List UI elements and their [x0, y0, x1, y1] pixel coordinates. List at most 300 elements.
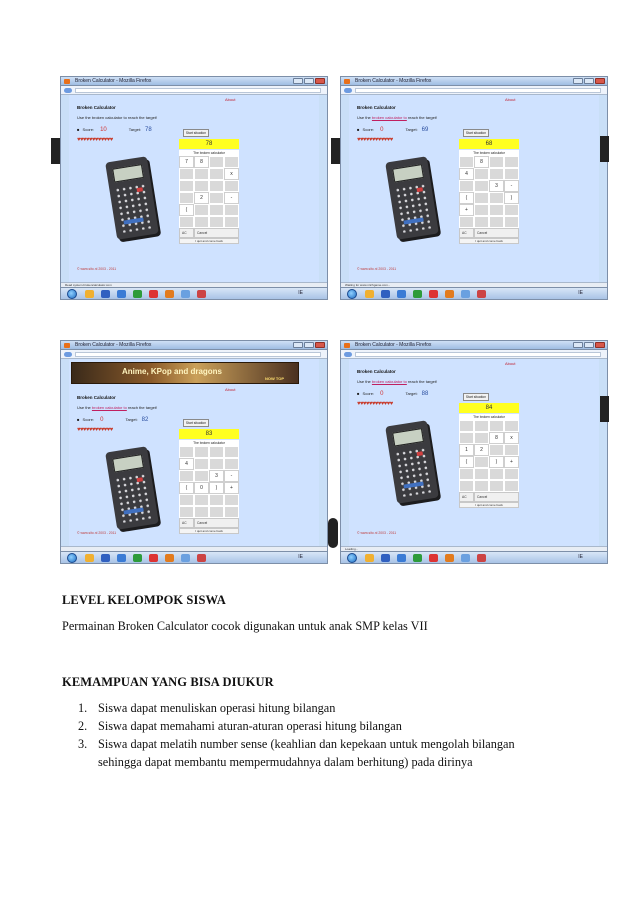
score-line — [357, 391, 428, 397]
list-number-2: 2. — [78, 719, 88, 733]
key-button — [209, 216, 224, 228]
target-value: 78 — [145, 127, 152, 133]
key-button[interactable]: 8 — [194, 156, 209, 168]
key-button[interactable]: ) — [489, 456, 504, 468]
firefox-icon — [344, 79, 350, 84]
key-button — [194, 446, 209, 458]
key-button[interactable]: 4 — [179, 458, 194, 470]
windows-taskbar — [61, 287, 327, 299]
address-bar — [341, 86, 607, 95]
calculator-caption: The broken calculator — [179, 150, 239, 156]
start-situation-button[interactable]: Start situation — [183, 419, 209, 427]
url-input[interactable] — [75, 88, 321, 93]
calculator-screen — [392, 164, 424, 183]
key-button[interactable]: 7 — [179, 156, 194, 168]
key-button — [459, 420, 474, 432]
calculator-keypad — [459, 156, 519, 228]
key-button — [474, 204, 489, 216]
calculator-keys — [394, 447, 433, 497]
folder-icon[interactable] — [85, 554, 94, 562]
screenshot-2 — [340, 76, 608, 300]
key-button — [179, 446, 194, 458]
instruction-link[interactable]: broken calculator to — [371, 115, 407, 120]
key-button — [179, 494, 194, 506]
window-titlebar — [61, 77, 327, 86]
about-link[interactable]: About — [225, 387, 236, 392]
start-button[interactable] — [67, 289, 77, 299]
key-button[interactable]: 2 — [474, 444, 489, 456]
dark-edge-mid-2 — [328, 518, 338, 548]
key-button — [194, 216, 209, 228]
back-icon[interactable] — [64, 352, 72, 357]
start-button[interactable] — [347, 553, 357, 563]
clear-button[interactable]: AC — [179, 228, 194, 238]
quit-button[interactable]: I quit and come back — [459, 502, 519, 508]
key-button[interactable]: - — [504, 180, 519, 192]
key-button — [474, 168, 489, 180]
key-button — [489, 444, 504, 456]
key-button — [209, 506, 224, 518]
chrome-icon[interactable] — [133, 290, 142, 298]
dark-edge-right-2 — [600, 396, 609, 422]
key-button[interactable]: 8 — [489, 432, 504, 444]
score-line — [77, 417, 148, 423]
about-link[interactable]: About — [225, 97, 236, 102]
ie-icon[interactable] — [117, 290, 126, 298]
taskbar-label: IE — [578, 554, 583, 560]
score-label: Score: — [362, 391, 375, 396]
app-icon[interactable] — [477, 290, 486, 298]
word-icon[interactable] — [181, 290, 190, 298]
key-button — [459, 156, 474, 168]
taskbar-label: IE — [298, 290, 303, 296]
key-button — [209, 156, 224, 168]
chrome-icon[interactable] — [413, 290, 422, 298]
key-button[interactable]: x — [224, 168, 239, 180]
window-titlebar — [61, 341, 327, 350]
list-item-3: Siswa dapat melatih number sense (keahlian dan kepekaan untuk mengolah bilangan — [98, 737, 515, 751]
key-button[interactable]: x — [504, 432, 519, 444]
key-button — [489, 468, 504, 480]
quit-button[interactable]: I quit and come back — [179, 528, 239, 534]
media-icon[interactable] — [381, 290, 390, 298]
folder-icon[interactable] — [365, 290, 374, 298]
target-label: Target: — [128, 127, 142, 132]
key-button — [474, 216, 489, 228]
calculator-body — [105, 156, 159, 240]
key-button — [224, 458, 239, 470]
calculator-keys — [114, 183, 153, 233]
start-button[interactable] — [347, 289, 357, 299]
key-button — [459, 432, 474, 444]
calculator-footer — [459, 492, 519, 502]
key-button[interactable]: + — [224, 482, 239, 494]
copyright-text: © www.sito.nl 2003 - 2011 — [77, 267, 117, 271]
window-title: Broken Calculator - Mozilla Firefox — [75, 78, 152, 84]
cancel-button[interactable]: Cancel — [194, 518, 239, 528]
maximize-button[interactable] — [304, 342, 314, 348]
key-button[interactable]: 1 — [459, 444, 474, 456]
banner-subtext: NOW TOP — [264, 376, 284, 381]
key-button — [194, 458, 209, 470]
calculator-display: 78 — [179, 139, 239, 149]
app-icon[interactable] — [197, 290, 206, 298]
screenshot-4 — [340, 340, 608, 564]
section-heading-kemampuan: KEMAMPUAN YANG BISA DIUKUR — [62, 675, 274, 689]
instruction-post: reach the target! — [406, 115, 438, 120]
key-button — [209, 458, 224, 470]
key-button — [489, 216, 504, 228]
instruction-link[interactable]: broken calculator to — [91, 405, 127, 410]
opera-icon[interactable] — [149, 290, 158, 298]
instruction-text — [77, 115, 157, 120]
key-button — [209, 192, 224, 204]
page-heading: Broken Calculator — [77, 395, 116, 400]
taskbar-label: IE — [298, 554, 303, 560]
address-bar — [61, 350, 327, 359]
copyright-text: © www.sito.nl 2003 - 2011 — [357, 267, 397, 271]
key-button[interactable]: 3 — [489, 180, 504, 192]
list-number-1: 1. — [78, 701, 88, 715]
calculator-caption: The broken calculator — [459, 414, 519, 420]
key-button — [224, 506, 239, 518]
dark-edge-right — [600, 136, 609, 162]
key-button[interactable]: 0 — [194, 482, 209, 494]
firefox-icon — [64, 79, 70, 84]
windows-taskbar — [61, 551, 327, 563]
window-title: Broken Calculator - Mozilla Firefox — [75, 342, 152, 348]
start-situation-button[interactable]: Start situation — [463, 129, 489, 137]
minimize-button[interactable] — [573, 78, 583, 84]
lives-hearts: ♥♥♥♥♥♥♥♥♥♥♥♥ — [357, 137, 393, 143]
start-situation-button[interactable]: Start situation — [463, 393, 489, 401]
quit-button[interactable]: I quit and come back — [179, 238, 239, 244]
windows-taskbar — [341, 551, 607, 563]
lives-hearts: ♥♥♥♥♥♥♥♥♥♥♥♥ — [77, 137, 113, 143]
close-button[interactable] — [315, 78, 325, 84]
app-icon[interactable] — [197, 554, 206, 562]
key-button — [504, 168, 519, 180]
red-flag-icon: ■ — [77, 417, 81, 422]
opera-icon[interactable] — [149, 554, 158, 562]
score-label: Score: — [82, 127, 95, 132]
calculator-body — [385, 420, 439, 504]
chrome-icon[interactable] — [413, 554, 422, 562]
chrome-icon[interactable] — [133, 554, 142, 562]
key-button — [209, 446, 224, 458]
key-button[interactable]: + — [459, 204, 474, 216]
word-icon[interactable] — [461, 290, 470, 298]
ie-icon[interactable] — [397, 290, 406, 298]
window-titlebar — [341, 341, 607, 350]
key-button — [224, 204, 239, 216]
firefox-icon — [344, 343, 350, 348]
key-button — [179, 180, 194, 192]
target-label: Target: — [405, 391, 418, 396]
window-titlebar — [341, 77, 607, 86]
quit-button[interactable]: I quit and come back — [459, 238, 519, 244]
key-button[interactable]: - — [224, 192, 239, 204]
key-button — [224, 216, 239, 228]
calculator-footer — [179, 518, 239, 528]
key-button — [224, 180, 239, 192]
key-button — [489, 192, 504, 204]
ie-icon[interactable] — [117, 554, 126, 562]
key-button — [459, 216, 474, 228]
key-button — [459, 480, 474, 492]
key-button — [504, 468, 519, 480]
section-text-level: Permainan Broken Calculator cocok digunakan untuk anak SMP kelas VII — [62, 619, 428, 633]
page-heading: Broken Calculator — [77, 105, 116, 110]
calculator-keypad — [179, 446, 239, 518]
minimize-button[interactable] — [293, 78, 303, 84]
media-icon[interactable] — [101, 290, 110, 298]
calculator-image — [111, 449, 161, 535]
key-button — [474, 432, 489, 444]
opera-icon[interactable] — [429, 554, 438, 562]
calculator-screen — [392, 428, 424, 447]
clear-button[interactable]: AC — [459, 228, 474, 238]
calculator-caption: The broken calculator — [179, 440, 239, 446]
key-button — [194, 494, 209, 506]
calculator-image — [391, 423, 441, 509]
section-heading-level: LEVEL KELOMPOK SISWA — [62, 593, 226, 607]
target-value: 82 — [141, 417, 149, 423]
list-item-1: Siswa dapat menuliskan operasi hitung bilangan — [98, 701, 336, 715]
key-button — [194, 168, 209, 180]
word-icon[interactable] — [461, 554, 470, 562]
clear-button[interactable]: AC — [459, 492, 474, 502]
calculator-keypad — [459, 420, 519, 492]
target-label: Target: — [405, 127, 418, 132]
key-button — [504, 420, 519, 432]
key-button — [179, 168, 194, 180]
calculator-footer — [179, 228, 239, 238]
calculator-display: 84 — [459, 403, 519, 413]
instruction-post: reach the target! — [406, 379, 438, 384]
calculator-screen — [112, 454, 144, 473]
key-button — [474, 480, 489, 492]
calculator-caption: The broken calculator — [459, 150, 519, 156]
folder-icon[interactable] — [365, 554, 374, 562]
close-button[interactable] — [595, 78, 605, 84]
red-flag-icon: ■ — [357, 127, 361, 132]
key-button[interactable]: ( — [459, 456, 474, 468]
key-button[interactable]: - — [224, 470, 239, 482]
list-item-3-cont: sehingga dapat membantu mempermudahnya dalam berhitung) pada dirinya — [98, 755, 473, 769]
key-button — [224, 446, 239, 458]
key-button — [489, 480, 504, 492]
banner-text: Anime, KPop and dragons — [122, 367, 223, 376]
url-input[interactable] — [75, 352, 321, 357]
key-button — [179, 192, 194, 204]
key-button — [504, 480, 519, 492]
score-value: 10 — [100, 127, 107, 133]
key-button — [504, 444, 519, 456]
calculator-footer — [459, 228, 519, 238]
score-value: 0 — [100, 417, 104, 423]
score-label: Score: — [362, 127, 375, 132]
key-button — [489, 156, 504, 168]
lives-hearts: ♥♥♥♥♥♥♥♥♥♥♥♥ — [77, 427, 113, 433]
key-button[interactable]: 3 — [209, 470, 224, 482]
instruction-text — [357, 115, 437, 120]
word-icon[interactable] — [181, 554, 190, 562]
key-button — [209, 168, 224, 180]
start-button[interactable] — [67, 553, 77, 563]
key-button[interactable]: ( — [179, 204, 194, 216]
key-button — [209, 180, 224, 192]
instruction-text — [357, 379, 437, 384]
screenshot-3 — [60, 340, 328, 564]
key-button — [194, 506, 209, 518]
key-button[interactable]: + — [504, 456, 519, 468]
firefox-icon[interactable] — [165, 290, 174, 298]
status-text: Read system.brokencalculator.com — [65, 283, 112, 287]
folder-icon[interactable] — [85, 290, 94, 298]
key-button — [209, 204, 224, 216]
calculator-keypad — [179, 156, 239, 228]
score-label: Score: — [82, 417, 95, 422]
key-button — [179, 506, 194, 518]
maximize-button[interactable] — [584, 78, 594, 84]
key-button — [489, 420, 504, 432]
calculator-body — [105, 446, 159, 530]
key-button[interactable]: 4 — [459, 168, 474, 180]
close-button[interactable] — [595, 342, 605, 348]
key-button[interactable]: 8 — [474, 156, 489, 168]
firefox-icon[interactable] — [445, 290, 454, 298]
minimize-button[interactable] — [293, 342, 303, 348]
calculator-display: 83 — [179, 429, 239, 439]
address-bar — [61, 86, 327, 95]
close-button[interactable] — [315, 342, 325, 348]
cancel-button[interactable]: Cancel — [474, 492, 519, 502]
instruction-pre: Use the — [77, 405, 92, 410]
about-link[interactable]: About — [505, 361, 516, 366]
minimize-button[interactable] — [573, 342, 583, 348]
app-icon[interactable] — [477, 554, 486, 562]
list-number-3: 3. — [78, 737, 88, 751]
instruction-text — [77, 405, 157, 410]
address-bar — [341, 350, 607, 359]
firefox-icon — [64, 343, 70, 348]
key-button — [474, 468, 489, 480]
media-icon[interactable] — [381, 554, 390, 562]
target-label: Target: — [125, 417, 138, 422]
key-button[interactable]: ( — [459, 192, 474, 204]
cancel-button[interactable]: Cancel — [474, 228, 519, 238]
calculator-display: 68 — [459, 139, 519, 149]
key-button — [489, 168, 504, 180]
instruction-pre: Use the broken calculator to reach the target! — [77, 115, 158, 120]
lives-hearts: ♥♥♥♥♥♥♥♥♥♥♥♥ — [357, 401, 393, 407]
key-button — [459, 180, 474, 192]
score-line — [357, 127, 428, 133]
clear-button[interactable]: AC — [179, 518, 194, 528]
copyright-text: © www.sito.nl 2003 - 2011 — [77, 531, 117, 535]
status-text: Loading... — [345, 547, 359, 551]
firefox-icon[interactable] — [165, 554, 174, 562]
key-button — [194, 470, 209, 482]
maximize-button[interactable] — [584, 342, 594, 348]
about-link[interactable]: About — [505, 97, 516, 102]
page-heading: Broken Calculator — [357, 369, 396, 374]
ad-banner[interactable] — [71, 362, 299, 384]
window-title: Broken Calculator - Mozilla Firefox — [355, 342, 432, 348]
key-button — [224, 156, 239, 168]
firefox-icon[interactable] — [445, 554, 454, 562]
key-button[interactable]: 2 — [194, 192, 209, 204]
opera-icon[interactable] — [429, 290, 438, 298]
windows-taskbar — [341, 287, 607, 299]
key-button[interactable]: ) — [504, 192, 519, 204]
media-icon[interactable] — [101, 554, 110, 562]
url-input[interactable] — [355, 352, 601, 357]
key-button — [224, 494, 239, 506]
calculator-image — [391, 159, 441, 245]
page-heading: Broken Calculator — [357, 105, 396, 110]
key-button — [209, 494, 224, 506]
target-value: 88 — [421, 391, 429, 397]
list-item-2: Siswa dapat memahami aturan-aturan operasi hitung bilangan — [98, 719, 402, 733]
instruction-pre: Use the — [357, 379, 372, 384]
key-button — [194, 180, 209, 192]
key-button — [179, 216, 194, 228]
key-button — [504, 216, 519, 228]
calculator-keys — [114, 473, 153, 523]
back-icon[interactable] — [64, 88, 72, 93]
instruction-post: reach the target! — [126, 405, 158, 410]
red-flag-icon: ■ — [77, 127, 81, 132]
score-value: 0 — [380, 391, 384, 397]
status-text: Waiting for www.nrichgame.com... — [345, 283, 391, 287]
key-button[interactable]: ( — [179, 482, 194, 494]
key-button — [194, 204, 209, 216]
cancel-button[interactable]: Cancel — [194, 228, 239, 238]
back-icon[interactable] — [344, 88, 352, 93]
back-icon[interactable] — [344, 352, 352, 357]
maximize-button[interactable] — [304, 78, 314, 84]
key-button — [474, 456, 489, 468]
key-button — [474, 180, 489, 192]
url-input[interactable] — [355, 88, 601, 93]
copyright-text: © www.sito.nl 2003 - 2011 — [357, 531, 397, 535]
key-button — [459, 468, 474, 480]
calculator-image — [111, 159, 161, 245]
window-title: Broken Calculator - Mozilla Firefox — [355, 78, 432, 84]
taskbar-label: IE — [578, 290, 583, 296]
red-flag-icon: ■ — [357, 391, 361, 396]
start-situation-button[interactable]: Start situation — [183, 129, 209, 137]
dark-edge-left — [51, 138, 60, 164]
key-button[interactable]: ) — [209, 482, 224, 494]
dark-edge-mid — [331, 138, 340, 164]
instruction-pre: Use the — [357, 115, 372, 120]
calculator-keys — [394, 183, 433, 233]
ie-icon[interactable] — [397, 554, 406, 562]
key-button — [474, 420, 489, 432]
calculator-screen — [112, 164, 144, 183]
target-value: 69 — [421, 127, 429, 133]
key-button — [504, 204, 519, 216]
key-button — [474, 192, 489, 204]
instruction-link[interactable]: broken calculator to — [371, 379, 407, 384]
score-line — [77, 127, 152, 133]
calculator-body — [385, 156, 439, 240]
key-button — [179, 470, 194, 482]
score-value: 0 — [380, 127, 384, 133]
